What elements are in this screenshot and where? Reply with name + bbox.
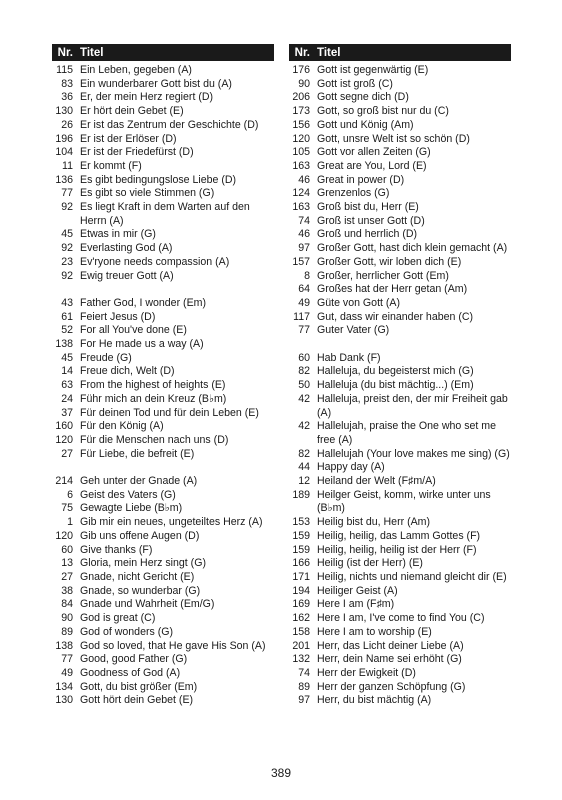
entry-number: 43 <box>61 296 73 309</box>
index-entry <box>289 461 511 475</box>
index-entry <box>289 653 511 667</box>
entry-number: 61 <box>61 310 73 323</box>
index-entry <box>52 256 274 270</box>
entry-number: 157 <box>292 255 310 268</box>
index-entry <box>289 544 511 558</box>
index-entry <box>52 64 274 78</box>
index-entry <box>289 201 511 215</box>
entry-number: 173 <box>292 105 310 118</box>
index-entry <box>289 489 511 516</box>
index-entry <box>52 297 274 311</box>
page-number: 389 <box>270 766 292 780</box>
entry-title: Für deinen Tod und für dein Leben (E) <box>80 406 259 419</box>
entry-title: Ein wunderbarer Gott bist du (A) <box>80 77 232 90</box>
entry-title: Here I am to worship (E) <box>317 625 432 638</box>
index-entry <box>289 311 511 325</box>
entry-number: 74 <box>298 666 310 679</box>
index-column-right <box>289 44 511 708</box>
index-entry <box>289 352 511 366</box>
entry-title: Heilig, heilig, das Lamm Gottes (F) <box>317 529 481 542</box>
entry-title: Großes hat der Herr getan (Am) <box>317 283 468 296</box>
entry-number: 42 <box>298 420 310 433</box>
index-entry <box>52 640 274 654</box>
index-entry <box>289 297 511 311</box>
entry-title: Heiliger Geist (A) <box>317 584 398 597</box>
index-entry <box>52 407 274 421</box>
entry-number: 38 <box>61 584 73 597</box>
entry-title: Ein Leben, gegeben (A) <box>80 64 192 76</box>
entry-number: 11 <box>62 159 73 172</box>
index-entry <box>289 78 511 92</box>
entry-number: 171 <box>292 571 310 583</box>
entry-title: Geist des Vaters (G) <box>80 488 176 501</box>
entry-number: 6 <box>67 488 73 501</box>
entry-title: Es liegt Kraft in dem Warten auf den Herrn (A) <box>80 201 250 227</box>
entry-number: 189 <box>292 488 310 501</box>
entry-number: 63 <box>61 379 73 392</box>
entry-number: 36 <box>61 91 73 104</box>
entry-title: Herr, das Licht deiner Liebe (A) <box>317 639 464 652</box>
entry-title: Ewig treuer Gott (A) <box>80 269 174 282</box>
entry-number: 42 <box>298 392 310 405</box>
entry-title: Freude (G) <box>80 351 132 364</box>
index-entry <box>289 557 511 571</box>
entry-title: Groß bist du, Herr (E) <box>317 201 419 214</box>
entry-title: Gott, unsre Welt ist so schön (D) <box>317 132 470 145</box>
index-entry <box>52 187 274 201</box>
entry-title: Herr der ganzen Schöpfung (G) <box>317 680 466 693</box>
entry-number: 159 <box>292 543 310 556</box>
entry-number: 201 <box>292 639 310 652</box>
index-entry <box>289 283 511 297</box>
entry-number: 37 <box>61 406 73 419</box>
index-entry <box>52 365 274 379</box>
index-entry <box>289 598 511 612</box>
entry-title: God so loved, that He gave His Son (A) <box>80 639 266 652</box>
entry-number: 60 <box>298 351 310 364</box>
entry-number: 45 <box>61 351 73 364</box>
index-entry <box>52 133 274 147</box>
entry-number: 77 <box>61 187 73 200</box>
index-entry <box>52 324 274 338</box>
entry-title: Herr der Ewigkeit (D) <box>317 666 416 679</box>
entry-number: 75 <box>61 502 73 515</box>
index-entry <box>289 228 511 242</box>
entry-number: 160 <box>55 420 73 433</box>
entry-number: 26 <box>61 118 73 131</box>
entry-title: Er hört dein Gebet (E) <box>80 105 184 118</box>
entry-number: 166 <box>292 557 310 570</box>
column-header <box>289 44 511 61</box>
entry-number: 162 <box>292 612 310 625</box>
entry-title: For all You've done (E) <box>80 324 187 337</box>
index-entry <box>52 352 274 366</box>
entry-number: 130 <box>55 694 73 707</box>
index-entry <box>289 146 511 160</box>
entry-title: Für Liebe, die befreit (E) <box>80 447 195 460</box>
entry-number: 46 <box>298 228 310 241</box>
entry-title: Guter Vater (G) <box>317 324 390 337</box>
entry-title: Gott vor allen Zeiten (G) <box>317 146 431 159</box>
index-entry <box>289 571 511 585</box>
index-entry <box>52 667 274 681</box>
index-rows-left <box>52 64 274 708</box>
entry-title: Gib uns offene Augen (D) <box>80 529 200 542</box>
index-entry <box>289 160 511 174</box>
entry-title: Grenzenlos (G) <box>317 187 390 200</box>
entry-title: God is great (C) <box>80 612 156 625</box>
entry-number: 120 <box>55 433 73 446</box>
index-entry <box>52 489 274 503</box>
section-gap <box>289 338 511 352</box>
entry-number: 64 <box>298 283 310 296</box>
entry-number: 90 <box>61 612 73 625</box>
entry-number: 97 <box>298 242 310 255</box>
index-entry <box>52 557 274 571</box>
index-entry <box>52 393 274 407</box>
entry-title: Heiland der Welt (F♯m/A) <box>317 475 436 488</box>
entry-title: Er ist der Friedefürst (D) <box>80 146 194 159</box>
entry-title: From the highest of heights (E) <box>80 379 226 392</box>
index-entry <box>289 365 511 379</box>
entry-title: God of wonders (G) <box>80 625 174 638</box>
entry-number: 77 <box>61 653 73 666</box>
index-entry <box>52 242 274 256</box>
entry-title: Groß und herrlich (D) <box>317 228 418 241</box>
index-entry <box>52 694 274 708</box>
entry-title: Halleluja, du begeisterst mich (G) <box>317 365 474 378</box>
entry-title: Great are You, Lord (E) <box>317 159 427 172</box>
entry-title: Gut, dass wir einander haben (C) <box>317 310 474 323</box>
entry-number: 27 <box>61 570 73 583</box>
entry-number: 134 <box>55 680 73 693</box>
entry-title: Gott und König (Am) <box>317 118 414 131</box>
entry-title: Gnade, so wunderbar (G) <box>80 584 201 597</box>
entry-number: 214 <box>55 475 73 488</box>
index-rows-right <box>289 64 511 708</box>
index-entry <box>289 585 511 599</box>
entry-number: 124 <box>292 187 310 200</box>
index-entry <box>52 585 274 599</box>
entry-title: Gott, so groß bist nur du (C) <box>317 105 449 118</box>
entry-number: 82 <box>298 447 310 460</box>
entry-title: Es gibt so viele Stimmen (G) <box>80 187 215 200</box>
entry-number: 12 <box>298 475 310 488</box>
entry-title: Good, good Father (G) <box>80 653 188 666</box>
entry-title: Gewagte Liebe (B♭m) <box>80 502 183 515</box>
index-entry <box>52 270 274 284</box>
entry-number: 196 <box>55 132 73 145</box>
index-entry <box>52 681 274 695</box>
entry-number: 8 <box>304 269 310 282</box>
entry-title: Hallelujah, praise the One who set me free (A) <box>317 420 497 446</box>
entry-number: 120 <box>292 132 310 145</box>
index-entry <box>289 612 511 626</box>
entry-number: 138 <box>55 639 73 652</box>
entry-number: 115 <box>56 64 73 76</box>
entry-title: Feiert Jesus (D) <box>80 310 156 323</box>
entry-number: 158 <box>292 625 310 638</box>
entry-number: 82 <box>298 365 310 378</box>
entry-title: Halleluja (du bist mächtig...) (Em) <box>317 379 474 392</box>
entry-number: 89 <box>61 625 73 638</box>
entry-title: Er, der mein Herz regiert (D) <box>80 91 214 104</box>
entry-number: 83 <box>61 77 73 90</box>
index-entry <box>289 242 511 256</box>
entry-title: Gott, du bist größer (Em) <box>80 680 198 693</box>
index-entry <box>289 119 511 133</box>
index-entry <box>289 694 511 708</box>
entry-number: 92 <box>61 269 73 282</box>
index-entry <box>52 146 274 160</box>
entry-number: 52 <box>61 324 73 337</box>
entry-number: 27 <box>61 447 73 460</box>
entry-title: Es gibt bedingungslose Liebe (D) <box>80 173 237 186</box>
index-entry <box>52 228 274 242</box>
entry-number: 153 <box>292 516 310 529</box>
entry-title: Großer Gott, hast dich klein gemacht (A) <box>317 242 508 255</box>
entry-title: Für die Menschen nach uns (D) <box>80 433 229 446</box>
entry-number: 49 <box>61 666 73 679</box>
index-column-left <box>52 44 274 708</box>
entry-title: Here I am, I've come to find You (C) <box>317 612 485 625</box>
entry-title: Führ mich an dein Kreuz (B♭m) <box>80 392 227 405</box>
index-entry <box>52 338 274 352</box>
entry-title: Er ist das Zentrum der Geschichte (D) <box>80 118 259 131</box>
entry-number: 105 <box>292 146 310 159</box>
index-entry <box>289 640 511 654</box>
entry-title: For He made us a way (A) <box>80 338 204 351</box>
index-entry <box>52 91 274 105</box>
entry-title: Für den König (A) <box>80 420 164 433</box>
entry-title: Gott segne dich (D) <box>317 91 409 104</box>
entry-title: Heilig, heilig, heilig ist der Herr (F) <box>317 543 477 556</box>
index-entry <box>52 434 274 448</box>
index-entry <box>52 653 274 667</box>
entry-title: Goodness of God (A) <box>80 666 181 679</box>
entry-title: Er kommt (F) <box>80 159 142 172</box>
entry-title: Großer, herrlicher Gott (Em) <box>317 269 449 282</box>
entry-number: 120 <box>55 529 73 542</box>
entry-title: Happy day (A) <box>317 461 385 474</box>
header-title: Titel <box>80 46 104 59</box>
section-gap <box>52 283 274 297</box>
entry-number: 194 <box>292 584 310 597</box>
entry-number: 77 <box>298 324 310 337</box>
entry-title: Ev'ryone needs compassion (A) <box>80 255 230 268</box>
index-entry <box>52 379 274 393</box>
entry-number: 74 <box>298 214 310 227</box>
index-entry <box>52 626 274 640</box>
entry-title: Großer Gott, wir loben dich (E) <box>317 255 462 268</box>
entry-number: 163 <box>292 159 310 172</box>
entry-title: Hallelujah (Your love makes me sing) (G) <box>317 447 510 460</box>
index-entry <box>52 475 274 489</box>
entry-title: Heilger Geist, komm, wirke unter uns (B♭m) <box>317 488 491 515</box>
header-nr: Nr. <box>294 46 310 59</box>
entry-number: 159 <box>292 529 310 542</box>
index-entry <box>52 612 274 626</box>
entry-title: Great in power (D) <box>317 173 405 186</box>
entry-number: 89 <box>298 680 310 693</box>
entry-title: Gott hört dein Gebet (E) <box>80 694 194 707</box>
entry-number: 24 <box>61 392 73 405</box>
entry-number: 132 <box>292 653 310 666</box>
index-entry <box>289 324 511 338</box>
entry-number: 169 <box>292 598 310 611</box>
entry-number: 92 <box>61 242 73 255</box>
entry-title: Er ist der Erlöser (D) <box>80 132 177 145</box>
entry-number: 60 <box>61 543 73 556</box>
index-entry <box>289 215 511 229</box>
entry-number: 50 <box>298 379 310 392</box>
entry-number: 13 <box>61 557 73 570</box>
entry-number: 44 <box>298 461 310 474</box>
header-title: Titel <box>317 46 341 59</box>
index-entry <box>52 201 274 228</box>
entry-number: 23 <box>61 255 73 268</box>
entry-title: Father God, I wonder (Em) <box>80 296 206 309</box>
entry-number: 176 <box>292 64 310 76</box>
index-entry <box>289 626 511 640</box>
index-entry <box>52 420 274 434</box>
index-entry <box>289 91 511 105</box>
index-entry <box>52 544 274 558</box>
entry-title: Hab Dank (F) <box>317 351 381 364</box>
index-entry <box>289 420 511 447</box>
header-nr: Nr. <box>57 46 73 59</box>
index-entry <box>289 393 511 420</box>
entry-number: 163 <box>292 201 310 214</box>
entry-title: Herr, du bist mächtig (A) <box>317 694 432 707</box>
entry-title: Gloria, mein Herz singt (G) <box>80 557 206 570</box>
index-entry <box>52 119 274 133</box>
entry-title: Halleluja, preist den, der mir Freiheit gab (A) <box>317 392 508 419</box>
index-entry <box>289 530 511 544</box>
index-entry <box>289 256 511 270</box>
entry-title: Gott ist gegenwärtig (E) <box>317 64 429 76</box>
index-entry <box>289 133 511 147</box>
index-entry <box>52 598 274 612</box>
entry-number: 206 <box>292 91 310 104</box>
index-entry <box>52 530 274 544</box>
entry-title: Heilig, nichts und niemand gleicht dir (E) <box>317 571 507 583</box>
index-entry <box>289 681 511 695</box>
index-entry <box>52 160 274 174</box>
entry-title: Freue dich, Welt (D) <box>80 365 175 378</box>
entry-number: 84 <box>61 598 73 611</box>
entry-title: Give thanks (F) <box>80 543 153 556</box>
entry-title: Gott ist groß (C) <box>317 77 393 90</box>
entry-number: 136 <box>55 173 73 186</box>
index-entry <box>289 516 511 530</box>
index-entry <box>52 78 274 92</box>
section-gap <box>52 461 274 475</box>
entry-number: 104 <box>55 146 73 159</box>
entry-number: 156 <box>292 118 310 131</box>
index-entry <box>52 174 274 188</box>
entry-title: Güte von Gott (A) <box>317 296 401 309</box>
entry-title: Geh unter der Gnade (A) <box>80 475 198 488</box>
entry-number: 49 <box>298 296 310 309</box>
entry-number: 92 <box>61 201 73 214</box>
entry-number: 90 <box>298 77 310 90</box>
index-entry <box>289 475 511 489</box>
index-entry <box>52 571 274 585</box>
index-entry <box>52 448 274 462</box>
entry-title: Heilig (ist der Herr) (E) <box>317 557 423 570</box>
index-entry <box>289 174 511 188</box>
entry-title: Herr, dein Name sei erhöht (G) <box>317 653 462 666</box>
index-entry <box>52 311 274 325</box>
entry-number: 14 <box>61 365 73 378</box>
index-entry <box>289 64 511 78</box>
entry-title: Here I am (F♯m) <box>317 598 395 611</box>
index-entry <box>52 502 274 516</box>
entry-title: Gnade und Wahrheit (Em/G) <box>80 598 215 611</box>
entry-title: Gib mir ein neues, ungeteiltes Herz (A) <box>80 516 263 529</box>
entry-number: 117 <box>293 310 310 323</box>
index-entry <box>289 105 511 119</box>
column-header <box>52 44 274 61</box>
entry-number: 45 <box>61 228 73 241</box>
entry-number: 130 <box>55 105 73 118</box>
index-entry <box>289 667 511 681</box>
entry-number: 138 <box>55 338 73 351</box>
index-entry <box>52 516 274 530</box>
entry-title: Heilig bist du, Herr (Am) <box>317 516 431 529</box>
entry-title: Groß ist unser Gott (D) <box>317 214 425 227</box>
entry-title: Etwas in mir (G) <box>80 228 156 241</box>
index-entry <box>289 187 511 201</box>
index-entry <box>289 379 511 393</box>
entry-title: Everlasting God (A) <box>80 242 173 255</box>
index-entry <box>289 270 511 284</box>
entry-number: 1 <box>67 516 73 529</box>
index-entry <box>52 105 274 119</box>
index-entry <box>289 448 511 462</box>
entry-title: Gnade, nicht Gericht (E) <box>80 570 195 583</box>
entry-number: 97 <box>298 694 310 707</box>
entry-number: 46 <box>298 173 310 186</box>
